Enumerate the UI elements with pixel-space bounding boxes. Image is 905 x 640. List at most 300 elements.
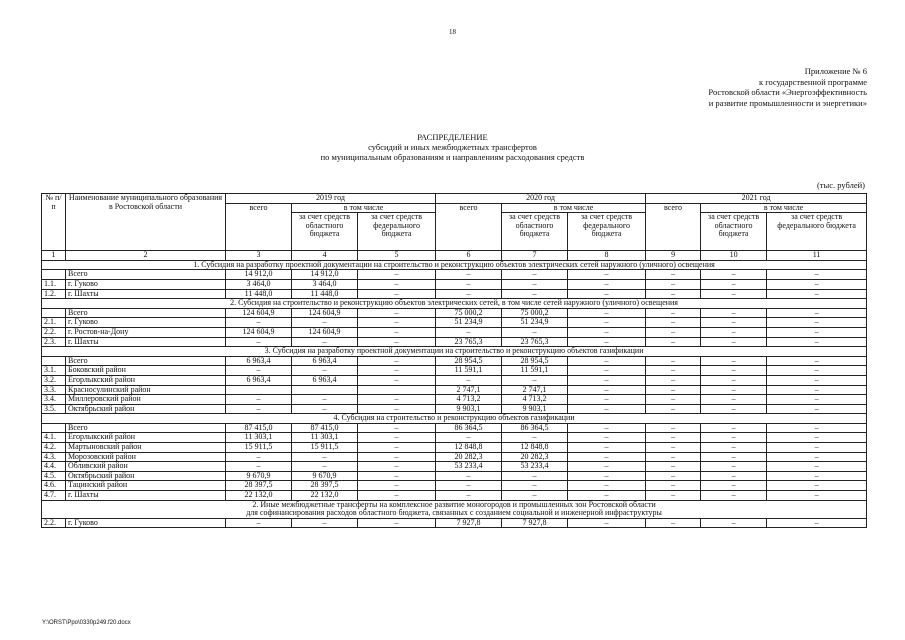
amount-cell: –	[646, 491, 701, 501]
amount-cell: –	[436, 289, 502, 299]
appendix-line: и развитие промышленности и энергетики»	[708, 97, 867, 108]
row-index: 1.1.	[42, 279, 66, 289]
amount-cell: 11 448,0	[292, 289, 358, 299]
amount-cell: 22 132,0	[292, 491, 358, 501]
column-number: 10	[701, 251, 767, 261]
amount-cell: 4 713,2	[436, 395, 502, 405]
amount-cell: –	[646, 433, 701, 443]
row-index: 4.6.	[42, 481, 66, 491]
amount-cell: 14 912,0	[226, 270, 292, 280]
amount-cell: 28 397,5	[226, 481, 292, 491]
amount-cell	[226, 385, 292, 395]
header-num: № п/п	[42, 194, 66, 251]
amount-cell: –	[767, 452, 867, 462]
appendix-line: Ростовской области «Энергоэффективность	[708, 87, 867, 97]
amount-cell: 124 604,9	[226, 308, 292, 318]
amount-cell: 6 963,4	[292, 356, 358, 366]
amount-cell: 53 233,4	[436, 462, 502, 472]
municipality-name: г. Шахты	[66, 337, 226, 347]
amount-cell: 15 911,5	[292, 443, 358, 453]
table-row	[42, 452, 867, 462]
amount-cell: –	[568, 471, 646, 481]
amount-cell: –	[767, 270, 867, 280]
amount-cell: –	[646, 452, 701, 462]
table-row	[42, 289, 867, 299]
amount-cell	[292, 385, 358, 395]
amount-cell: –	[292, 462, 358, 472]
amount-cell: 20 282,3	[436, 452, 502, 462]
table-row	[42, 279, 867, 289]
row-index	[42, 270, 66, 280]
amount-cell: –	[701, 433, 767, 443]
column-number: 8	[568, 251, 646, 261]
amount-cell: –	[226, 337, 292, 347]
amount-cell: –	[767, 385, 867, 395]
amount-cell: –	[646, 423, 701, 433]
municipality-name: г. Гуково	[66, 518, 226, 528]
amount-cell: –	[502, 289, 568, 299]
amount-cell: 23 765,3	[502, 337, 568, 347]
table-row	[42, 471, 867, 481]
amount-cell: –	[358, 443, 436, 453]
amount-cell: 22 132,0	[226, 491, 292, 501]
amount-cell: –	[226, 452, 292, 462]
amount-cell: –	[358, 375, 436, 385]
amount-cell: –	[767, 462, 867, 472]
amount-cell: –	[701, 443, 767, 453]
amount-cell: –	[226, 518, 292, 528]
amount-cell: –	[436, 471, 502, 481]
municipality-name: Октябрьский район	[66, 471, 226, 481]
amount-cell: 12 848,8	[436, 443, 502, 453]
amount-cell: –	[767, 404, 867, 414]
table-row	[42, 491, 867, 501]
amount-cell: –	[226, 366, 292, 376]
amount-cell: 20 282,3	[502, 452, 568, 462]
amount-cell: –	[701, 356, 767, 366]
amount-cell: –	[701, 318, 767, 328]
amount-cell: –	[568, 337, 646, 347]
amount-cell: –	[701, 366, 767, 376]
table-row	[42, 518, 867, 528]
municipality-name: Всего	[66, 308, 226, 318]
amount-cell: –	[767, 471, 867, 481]
amount-cell: –	[646, 308, 701, 318]
amount-cell: –	[502, 471, 568, 481]
amount-cell: –	[226, 395, 292, 405]
section-title: 4. Субсидия на строительство и реконструкцию объектов газификации	[42, 414, 867, 424]
amount-cell: –	[502, 327, 568, 337]
amount-cell: –	[292, 366, 358, 376]
amount-cell: –	[358, 404, 436, 414]
amount-cell: 86 364,5	[502, 423, 568, 433]
row-index: 2.1.	[42, 318, 66, 328]
amount-cell	[358, 385, 436, 395]
municipality-name: г. Гуково	[66, 318, 226, 328]
amount-cell: –	[701, 481, 767, 491]
amount-cell: –	[767, 481, 867, 491]
table-row	[42, 404, 867, 414]
amount-cell: 28 954,5	[436, 356, 502, 366]
row-index: 4.2.	[42, 443, 66, 453]
amount-cell: –	[568, 433, 646, 443]
amount-cell: –	[568, 518, 646, 528]
header-including: в том числе	[292, 203, 436, 213]
amount-cell: –	[701, 423, 767, 433]
column-number: 3	[226, 251, 292, 261]
column-number: 7	[502, 251, 568, 261]
amount-cell: 9 903,1	[436, 404, 502, 414]
amount-cell: –	[358, 289, 436, 299]
amount-cell: –	[767, 375, 867, 385]
row-index: 4.4.	[42, 462, 66, 472]
table-row	[42, 443, 867, 453]
amount-cell: 51 234,9	[502, 318, 568, 328]
amount-cell: –	[767, 366, 867, 376]
municipality-name: Мартыновский район	[66, 443, 226, 453]
amount-cell: –	[767, 518, 867, 528]
column-number: 5	[358, 251, 436, 261]
amount-cell: –	[646, 481, 701, 491]
column-number: 4	[292, 251, 358, 261]
amount-cell: –	[292, 337, 358, 347]
amount-cell: –	[701, 471, 767, 481]
amount-cell: –	[646, 366, 701, 376]
amount-cell: –	[767, 327, 867, 337]
amount-cell: –	[436, 491, 502, 501]
title-line: по муниципальным образованиям и направлениям расходования средств	[320, 152, 585, 162]
amount-cell: –	[436, 270, 502, 280]
amount-cell: –	[701, 462, 767, 472]
amount-cell: 7 927,8	[502, 518, 568, 528]
row-index	[42, 423, 66, 433]
row-index: 2.2.	[42, 518, 66, 528]
amount-cell: 4 713,2	[502, 395, 568, 405]
row-index: 2.2.	[42, 327, 66, 337]
row-index	[42, 356, 66, 366]
amount-cell: –	[701, 327, 767, 337]
municipality-name: Тацинский район	[66, 481, 226, 491]
amount-cell: –	[358, 366, 436, 376]
row-index: 4.7.	[42, 491, 66, 501]
amount-cell: –	[646, 471, 701, 481]
amount-cell: –	[568, 356, 646, 366]
amount-cell: –	[292, 518, 358, 528]
amount-cell: –	[701, 518, 767, 528]
header-name: Наименование муниципального образования в Ростовской области	[66, 194, 226, 251]
amount-cell: 11 591,1	[502, 366, 568, 376]
amount-cell: 12 848,8	[502, 443, 568, 453]
municipality-name: г. Шахты	[66, 491, 226, 501]
amount-cell: –	[646, 395, 701, 405]
amount-cell: –	[436, 481, 502, 491]
table-row	[42, 423, 867, 433]
table-row	[42, 462, 867, 472]
file-path-footer: Y:\ORST\Ppo\0330p249.f20.docx	[42, 620, 131, 626]
appendix-block	[607, 66, 867, 108]
amount-cell: –	[767, 395, 867, 405]
amount-cell: –	[646, 443, 701, 453]
amount-cell: 11 303,1	[226, 433, 292, 443]
amount-cell: –	[701, 279, 767, 289]
header-including: в том числе	[502, 203, 646, 213]
amount-cell: –	[358, 318, 436, 328]
table-row	[42, 395, 867, 405]
amount-cell: –	[568, 462, 646, 472]
amount-cell: –	[568, 443, 646, 453]
table-row	[42, 337, 867, 347]
amount-cell: –	[701, 395, 767, 405]
appendix-line: Приложение № 6	[804, 66, 867, 76]
amount-cell: 124 604,9	[292, 327, 358, 337]
amount-cell: –	[701, 404, 767, 414]
amount-cell: –	[646, 462, 701, 472]
amount-cell: –	[767, 356, 867, 366]
amount-cell: –	[701, 375, 767, 385]
amount-cell: 86 364,5	[436, 423, 502, 433]
amount-cell: 53 233,4	[502, 462, 568, 472]
amount-cell: 14 912,0	[292, 270, 358, 280]
amount-cell: –	[701, 385, 767, 395]
amount-cell: –	[646, 375, 701, 385]
municipality-name: г. Гуково	[66, 279, 226, 289]
amount-cell: –	[358, 518, 436, 528]
municipality-name: г. Шахты	[66, 289, 226, 299]
municipality-name: Боковский район	[66, 366, 226, 376]
appendix-line: к государственной программе	[758, 76, 867, 87]
amount-cell: –	[358, 308, 436, 318]
municipality-name: г. Ростов-на-Дону	[66, 327, 226, 337]
amount-cell: –	[646, 279, 701, 289]
header-regional: за счет средств областного бюджета	[292, 213, 358, 251]
amount-cell: –	[767, 423, 867, 433]
municipality-name: Обливский район	[66, 462, 226, 472]
table-row	[42, 433, 867, 443]
amount-cell: –	[502, 375, 568, 385]
section-title: 2. Иные межбюджетные трансферты на комплексное развитие моногородов и промышленных зон Ростовской области для софинансирования расходов областного бюджета, связанных с созданием социальной и инженерной инфраструктуры	[42, 500, 867, 518]
amount-cell: –	[358, 452, 436, 462]
amount-cell: –	[767, 491, 867, 501]
row-index: 1.2.	[42, 289, 66, 299]
header-federal: за счет средств федерального бюджета	[358, 213, 436, 251]
amount-cell: –	[568, 491, 646, 501]
municipality-name: Октябрьский район	[66, 404, 226, 414]
amount-cell: –	[358, 337, 436, 347]
amount-cell: –	[701, 337, 767, 347]
amount-cell: –	[646, 518, 701, 528]
amount-cell: –	[436, 327, 502, 337]
amount-cell: 15 911,5	[226, 443, 292, 453]
row-index: 3.1.	[42, 366, 66, 376]
amount-cell: –	[646, 404, 701, 414]
municipality-name: Миллеровский район	[66, 395, 226, 405]
amount-cell: –	[568, 395, 646, 405]
amount-cell: 6 963,4	[292, 375, 358, 385]
column-number: 1	[42, 251, 66, 261]
amount-cell: –	[568, 404, 646, 414]
municipality-name: Морозовский район	[66, 452, 226, 462]
amount-cell: –	[502, 279, 568, 289]
amount-cell: –	[358, 491, 436, 501]
amount-cell: –	[292, 318, 358, 328]
amount-cell: –	[568, 375, 646, 385]
title-line: РАСПРЕДЕЛЕНИЕ	[417, 132, 488, 142]
table-row	[42, 385, 867, 395]
amount-cell: –	[358, 327, 436, 337]
amount-cell: –	[767, 308, 867, 318]
row-index: 4.5.	[42, 471, 66, 481]
amount-cell: –	[767, 289, 867, 299]
row-index	[42, 308, 66, 318]
title-line: субсидий и иных межбюджетных трансфертов	[368, 142, 537, 152]
column-number: 2	[66, 251, 226, 261]
amount-cell: –	[358, 356, 436, 366]
amount-cell: –	[358, 433, 436, 443]
amount-cell: –	[767, 318, 867, 328]
row-index: 4.3.	[42, 452, 66, 462]
amount-cell: 7 927,8	[436, 518, 502, 528]
table-row	[42, 270, 867, 280]
amount-cell: –	[767, 279, 867, 289]
amount-cell: –	[358, 395, 436, 405]
amount-cell: –	[568, 308, 646, 318]
amount-cell: –	[568, 366, 646, 376]
municipality-name: Всего	[66, 356, 226, 366]
amount-cell: –	[568, 318, 646, 328]
municipality-name: Егорлыкский район	[66, 433, 226, 443]
amount-cell: 75 000,2	[502, 308, 568, 318]
amount-cell: 11 303,1	[292, 433, 358, 443]
amount-cell: 6 963,4	[226, 356, 292, 366]
amount-cell: 11 591,1	[436, 366, 502, 376]
amount-cell: 9 670,9	[292, 471, 358, 481]
amount-cell: –	[292, 404, 358, 414]
amount-cell: –	[358, 481, 436, 491]
amount-cell: 3 464,0	[292, 279, 358, 289]
amount-cell: –	[701, 270, 767, 280]
amount-cell: –	[646, 356, 701, 366]
amount-cell: 2 747,1	[436, 385, 502, 395]
header-total: всего	[436, 203, 502, 251]
amount-cell: –	[701, 289, 767, 299]
distribution-table	[41, 193, 867, 528]
section-title: 1. Субсидия на разработку проектной документации на строительство и реконструкцию объектов электрических сетей наружного (уличного) освещения	[42, 260, 867, 270]
amount-cell: –	[292, 452, 358, 462]
amount-cell: –	[767, 443, 867, 453]
section-title: 3. Субсидия на разработку проектной документации на строительство и реконструкцию объектов газификации	[42, 347, 867, 357]
amount-cell: –	[767, 433, 867, 443]
amount-cell: –	[646, 385, 701, 395]
header-including: в том числе	[701, 203, 867, 213]
amount-cell: –	[646, 289, 701, 299]
amount-cell: –	[568, 327, 646, 337]
amount-cell: –	[358, 279, 436, 289]
header-federal: за счет средств федерального бюджета	[568, 213, 646, 251]
document-title	[0, 132, 905, 162]
amount-cell: –	[502, 433, 568, 443]
amount-cell: –	[226, 404, 292, 414]
amount-cell: 87 415,0	[292, 423, 358, 433]
amount-cell: –	[568, 423, 646, 433]
header-total: всего	[226, 203, 292, 251]
amount-cell: –	[568, 385, 646, 395]
amount-cell: –	[767, 337, 867, 347]
amount-cell: –	[292, 395, 358, 405]
amount-cell: –	[358, 462, 436, 472]
amount-cell: –	[568, 270, 646, 280]
amount-cell: –	[502, 270, 568, 280]
table-row	[42, 308, 867, 318]
row-index: 3.5.	[42, 404, 66, 414]
table-row	[42, 375, 867, 385]
table-row	[42, 356, 867, 366]
amount-cell: –	[646, 327, 701, 337]
amount-cell: –	[701, 491, 767, 501]
amount-cell: –	[226, 318, 292, 328]
table-row	[42, 481, 867, 491]
amount-cell: 51 234,9	[436, 318, 502, 328]
page-number: 18	[449, 28, 456, 36]
amount-cell: –	[436, 433, 502, 443]
row-index: 3.3.	[42, 385, 66, 395]
amount-cell: –	[568, 279, 646, 289]
header-year: 2019 год	[226, 194, 436, 204]
header-year: 2020 год	[436, 194, 646, 204]
amount-cell: 11 448,0	[226, 289, 292, 299]
amount-cell: –	[646, 337, 701, 347]
header-regional: за счет средств областного бюджета	[502, 213, 568, 251]
amount-cell: 2 747,1	[502, 385, 568, 395]
amount-cell: 28 954,5	[502, 356, 568, 366]
amount-cell: 124 604,9	[292, 308, 358, 318]
municipality-name: Всего	[66, 270, 226, 280]
amount-cell: –	[436, 279, 502, 289]
header-year: 2021 год	[646, 194, 867, 204]
amount-cell: 9 670,9	[226, 471, 292, 481]
amount-cell: –	[502, 481, 568, 491]
header-federal: за счет средств федерального бюджета	[767, 213, 867, 251]
column-number: 6	[436, 251, 502, 261]
amount-cell: 75 000,2	[436, 308, 502, 318]
table-row	[42, 318, 867, 328]
header-regional: за счет средств областного бюджета	[701, 213, 767, 251]
amount-cell: –	[701, 308, 767, 318]
units-label: (тыс. рублей)	[816, 180, 865, 190]
amount-cell: –	[226, 462, 292, 472]
row-index: 3.4.	[42, 395, 66, 405]
row-index: 2.3.	[42, 337, 66, 347]
row-index: 4.1.	[42, 433, 66, 443]
row-index: 3.2.	[42, 375, 66, 385]
column-number: 9	[646, 251, 701, 261]
amount-cell: 124 604,9	[226, 327, 292, 337]
amount-cell: –	[436, 375, 502, 385]
amount-cell: –	[358, 423, 436, 433]
table-row	[42, 366, 867, 376]
column-number: 11	[767, 251, 867, 261]
amount-cell: –	[358, 471, 436, 481]
header-total: всего	[646, 203, 701, 251]
municipality-name: Всего	[66, 423, 226, 433]
amount-cell: 3 464,0	[226, 279, 292, 289]
amount-cell: 9 903,1	[502, 404, 568, 414]
amount-cell: –	[646, 270, 701, 280]
amount-cell: 23 765,3	[436, 337, 502, 347]
amount-cell: –	[568, 452, 646, 462]
amount-cell: 6 963,4	[226, 375, 292, 385]
amount-cell: –	[646, 318, 701, 328]
table-row	[42, 327, 867, 337]
